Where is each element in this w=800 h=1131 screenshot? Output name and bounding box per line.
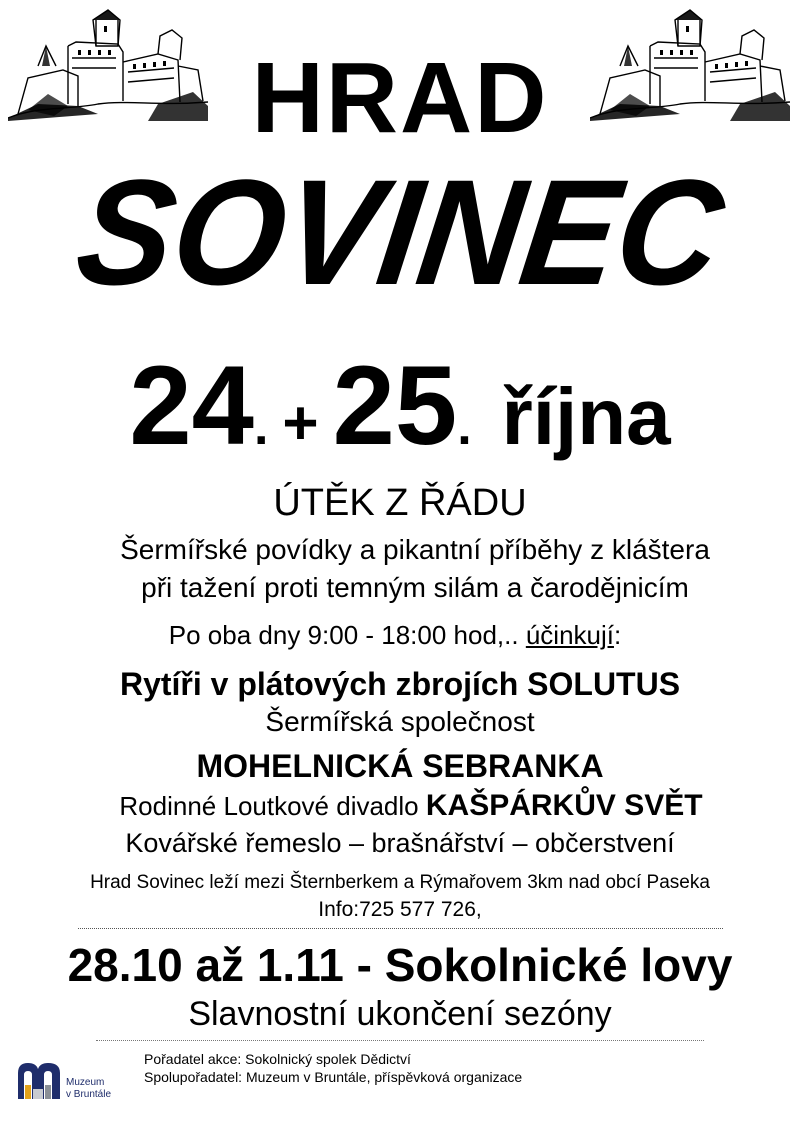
co-organizer: Spolupořadatel: Muzeum v Bruntále, příspěvková organizace <box>144 1069 523 1085</box>
info-phone: Info:725 577 726, <box>318 898 482 921</box>
puppet-theatre-prefix: Rodinné Loutkové divadlo <box>119 791 426 821</box>
falconry-event: 28.10 až 1.11 - Sokolnické lovy <box>67 939 733 991</box>
museum-logo-line-1: Muzeum <box>66 1077 105 1088</box>
description-line-2: při tažení proti temným silám a čarodějnicím <box>141 572 689 603</box>
description-line-1: Šermířské povídky a pikantní příběhy z kláštera <box>120 534 710 565</box>
opening-hours <box>0 620 800 651</box>
date-dot-second: . <box>457 398 472 456</box>
date-second: 25 <box>332 343 458 468</box>
event-subtitle: ÚTĚK Z ŘÁDU <box>273 482 527 524</box>
performer-puppet-theatre <box>0 789 800 823</box>
season-closing: Slavnostní ukončení sezóny <box>188 995 612 1033</box>
museum-logo-icon <box>16 1059 62 1101</box>
puppet-theatre-name: KAŠPÁRKŮV SVĚT <box>425 789 703 822</box>
date-first: 24 <box>129 343 254 468</box>
museum-logo-text <box>66 1077 111 1101</box>
museum-logo <box>16 1057 126 1105</box>
organizer: Pořadatel akce: Sokolnický spolek Dědictví <box>144 1051 411 1067</box>
performers-colon: : <box>613 620 622 650</box>
date-dot-first: . <box>253 398 269 456</box>
divider-top <box>78 928 723 929</box>
performer-solutus: Rytíři v plátových zbrojích SOLUTUS <box>119 666 681 702</box>
date-month: října <box>501 372 671 461</box>
performer-mohelnicka-sebranka: MOHELNICKÁ SEBRANKA <box>196 748 604 784</box>
performers-heading: účinkují <box>525 620 614 650</box>
date-plus: + <box>282 389 319 458</box>
museum-logo-line-2: v Bruntále <box>66 1089 112 1100</box>
event-dates <box>0 343 800 468</box>
location-text: Hrad Sovinec leží mezi Šternberkem a Rýmařovem 3km nad obcí Paseka <box>90 872 710 893</box>
opening-hours-text: Po oba dny 9:00 - 18:00 hod,.. <box>168 620 526 650</box>
title-hrad: HRAD <box>251 42 549 154</box>
crafts-line: Kovářské řemeslo – brašnářství – občerstvení <box>125 828 675 858</box>
title-sovinec: SOVINEC <box>68 148 732 316</box>
performer-fencing-society: Šermířská společnost <box>265 706 535 737</box>
divider-bottom <box>96 1040 704 1041</box>
organizers <box>144 1050 522 1086</box>
